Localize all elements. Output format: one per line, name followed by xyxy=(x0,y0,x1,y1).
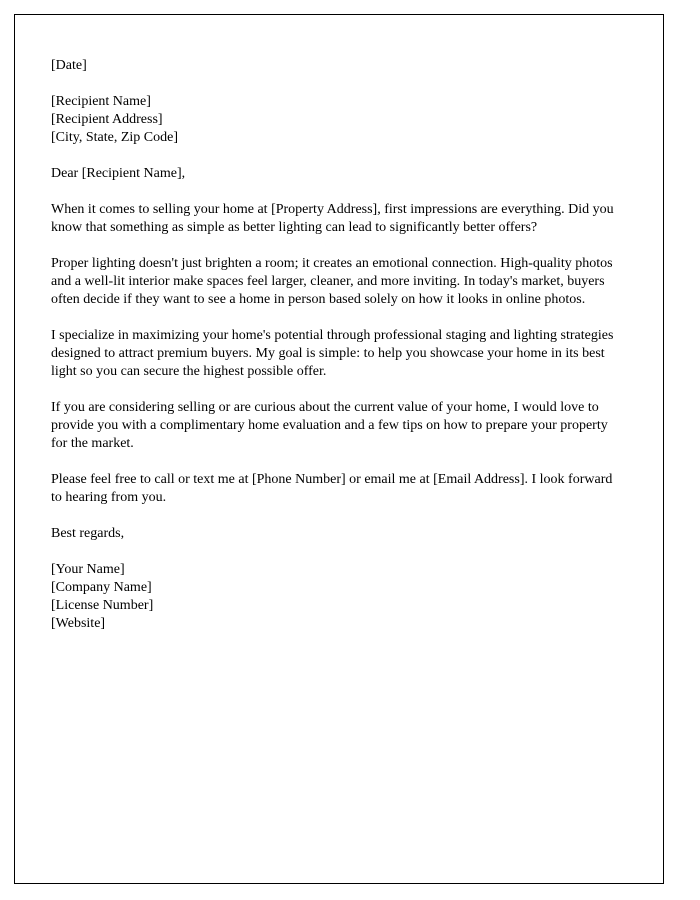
signature-website: [Website] xyxy=(51,616,106,631)
body-paragraph-2: Proper lighting doesn't just brighten a room; it creates an emotional connection. High-quality photos and a well-lit interior make spaces feel larger, cleaner, and more inviting. In today's market, buyers often decide if they want to see a home in person based solely on how it looks in online photos. xyxy=(51,256,613,307)
recipient-block xyxy=(51,93,625,147)
body-paragraph-5: Please feel free to call or text me at [Phone Number] or email me at [Email Address]. I look forward to hearing from you. xyxy=(51,472,613,505)
body-paragraph-1: When it comes to selling your home at [Property Address], first impressions are everything. Did you know that something as simple as better lighting can lead to significantly better offers? xyxy=(51,202,614,235)
closing: Best regards, xyxy=(51,526,125,541)
signature-block xyxy=(51,561,625,633)
recipient-address: [Recipient Address] xyxy=(51,112,163,127)
recipient-name: [Recipient Name] xyxy=(51,94,151,109)
salutation: Dear [Recipient Name], xyxy=(51,166,186,181)
body-paragraph-4: If you are considering selling or are curious about the current value of your home, I would love to provide you with a complimentary home evaluation and a few tips on how to prepare your property for the market. xyxy=(51,400,608,451)
signature-license: [License Number] xyxy=(51,598,154,613)
letter-page xyxy=(14,14,664,884)
signature-name: [Your Name] xyxy=(51,562,125,577)
letter-content xyxy=(15,15,663,633)
signature-company: [Company Name] xyxy=(51,580,152,595)
body-paragraph-3: I specialize in maximizing your home's potential through professional staging and lighting strategies designed to attract premium buyers. My goal is simple: to help you showcase your home in its best light so you can secure the highest possible offer. xyxy=(51,328,614,379)
date-placeholder: [Date] xyxy=(51,58,87,73)
recipient-city-state-zip: [City, State, Zip Code] xyxy=(51,130,179,145)
